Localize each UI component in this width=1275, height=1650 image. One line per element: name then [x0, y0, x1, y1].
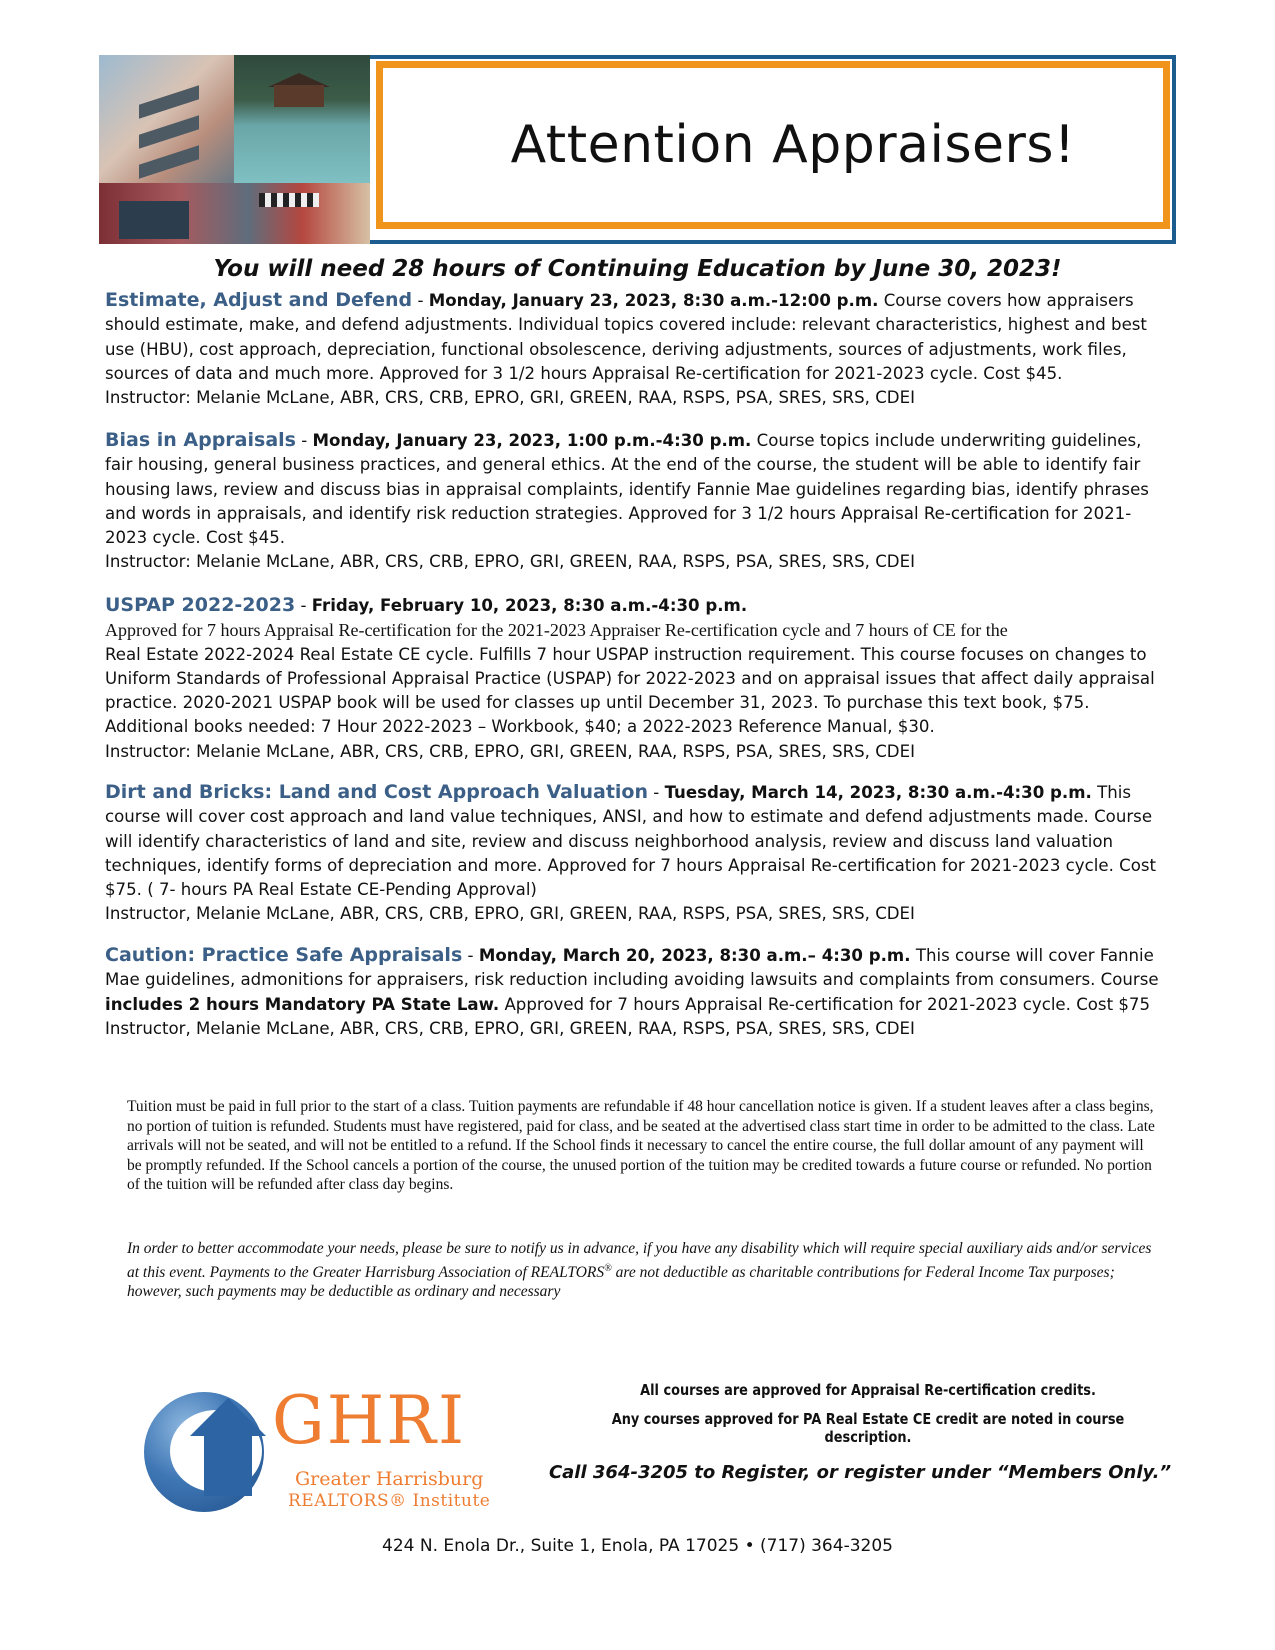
course-instructor: Instructor: Melanie McLane, ABR, CRS, CRB, EPRO, GRI, GREEN, RAA, RSPS, PSA, SRES, SRS, CDEI: [105, 741, 915, 761]
course-bias-in-appraisals: Bias in Appraisals - Monday, January 23, 2023, 1:00 p.m.-4:30 p.m. Course topics include underwriting guidelines, fair housing, general business practices, and general ethics. At the end of the course, the student will be able to identify fair housing laws, review and discuss bias in appraisal complaints, identify Fannie Mae guidelines regarding bias, identify phrases and words in appraisals, and identify risk reduction strategies. Approved for 3 1/2 hours Appraisal Re-certification for 2021-2023 cycle. Cost $45. Instructor: Melanie McLane, ABR, CRS, CRB, EPRO, GRI, GREEN, RAA, RSPS, PSA, SRES, SRS, CDEI: [105, 428, 1170, 575]
course-description: Course topics include underwriting guidelines, fair housing, general business practices, and general ethics. At the end of the course, the student will be able to identify fair housing laws, review and discuss bias in appraisal complaints, identify Fannie Mae guidelines regarding bias, identify phrases and words in appraisals, and identify risk reduction strategies. Approved for 3 1/2 hours Appraisal Re-certification for 2021-2023 cycle. Cost $45.: [105, 431, 1149, 548]
course-instructor: Instructor, Melanie McLane, ABR, CRS, CRB, EPRO, GRI, GREEN, RAA, RSPS, PSA, SRES, SRS, CDEI: [105, 1018, 915, 1038]
course-date: Tuesday, March 14, 2023, 8:30 a.m.-4:30 p.m.: [664, 783, 1092, 802]
course-uspap: USPAP 2022-2023 - Friday, February 10, 2023, 8:30 a.m.-4:30 p.m. Approved for 7 hours Appraisal Re-certification for the 2021-2023 Appraiser Re-certification cycle and 7 hours of CE for the Real Estate 2022-2024 Real Estate CE cycle. Fulfills 7 hour USPAP instruction requirement. This course focuses on changes to Uniform Standards of Professional Appraisal Practice (USPAP) for 2022-2023 and on appraisal issues that affect daily appraisal practice. 2020-2021 USPAP book will be used for classes up until December 31, 2023. To purchase this text book, $75. Additional books needed: 7 Hour 2022-2023 – Workbook, $40; a 2022-2023 Reference Manual, $30. Instructor: Melanie McLane, ABR, CRS, CRB, EPRO, GRI, GREEN, RAA, RSPS, PSA, SRES, SRS, CDEI: [105, 593, 1170, 764]
page-subtitle: You will need 28 hours of Continuing Education by June 30, 2023!: [213, 256, 1062, 282]
approval-note-2: Any courses approved for PA Real Estate CE credit are noted in course description.: [611, 1410, 1125, 1446]
title-box: [376, 61, 1170, 229]
tuition-policy: Tuition must be paid in full prior to the start of a class. Tuition payments are refundable if 48 hour cancellation notice is given. If a student leaves after a class begins, no portion of tuition is refunded. Students must have registered, paid for class, and be seated at the advertised class start time in order to be admitted to the class. Late arrivals will not be seated, and will not be entitled to a refund. If the School finds it necessary to cancel the entire course, the full dollar amount of any payment will be promptly refunded. If the School cancels a portion of the course, the unused portion of the tuition may be credited towards a future course or refunded. No portion of the tuition will be refunded after class day begins.: [127, 1098, 1155, 1194]
course-estimate-adjust-defend: Estimate, Adjust and Defend - Monday, January 23, 2023, 8:30 a.m.-12:00 p.m. Course covers how appraisers should estimate, make, and defend adjustments. Individual topics covered include: relevant characteristics, highest and best use (HBU), cost approach, depreciation, functional obsolescence, deriving adjustments, sources of adjustments, work files, sources of data and much more. Approved for 3 1/2 hours Appraisal Re-certification for 2021-2023 cycle. Cost $45. Instructor: Melanie McLane, ABR, CRS, CRB, EPRO, GRI, GREEN, RAA, RSPS, PSA, SRES, SRS, CDEI: [105, 288, 1170, 410]
course-caution-safe-appraisals: Caution: Practice Safe Appraisals - Monday, March 20, 2023, 8:30 a.m.– 4:30 p.m. This course will cover Fannie Mae guidelines, admonitions for appraisers, risk reduction including avoiding lawsuits and complaints from consumers. Course includes 2 hours Mandatory PA State Law. Approved for 7 hours Appraisal Re-certification for 2021-2023 cycle. Cost $75 Instructor, Melanie McLane, ABR, CRS, CRB, EPRO, GRI, GREEN, RAA, RSPS, PSA, SRES, SRS, CDEI: [105, 943, 1170, 1041]
course-description-cont: Approved for 7 hours Appraisal Re-certification for 2021-2023 cycle. Cost $75: [504, 994, 1151, 1014]
course-title: Dirt and Bricks: Land and Cost Approach Valuation: [105, 781, 649, 803]
ghri-logo: [140, 1382, 515, 1518]
course-title: USPAP 2022-2023: [105, 594, 296, 616]
course-description: Course covers how appraisers should estimate, make, and defend adjustments. Individual topics covered include: relevant characteristics, highest and best use (HBU), cost approach, depreciation, functional obsolescence, deriving adjustments, sources of adjustments, work files, sources of data and much more. Approved for 3 1/2 hours Appraisal Re-certification for 2021-2023 cycle. Cost $45.: [105, 291, 1147, 383]
building-photo: [99, 55, 234, 183]
course-title: Estimate, Adjust and Defend: [105, 289, 413, 311]
address: 424 N. Enola Dr., Suite 1, Enola, PA 17025 • (717) 364-3205: [382, 1536, 893, 1556]
course-description-serif: Approved for 7 hours Appraisal Re-certification for the 2021-2023 Appraiser Re-certification cycle and 7 hours of CE for the: [105, 620, 1008, 641]
course-title: Caution: Practice Safe Appraisals: [105, 944, 463, 966]
logo-line1: Greater Harrisburg: [295, 1468, 484, 1490]
course-description: This course will cover Fannie Mae guidelines, admonitions for appraisers, risk reduction including avoiding lawsuits and complaints from consumers. Course: [105, 946, 1159, 990]
header-photo-collage: [99, 55, 370, 244]
course-date: Monday, March 20, 2023, 8:30 a.m.– 4:30 p.m.: [478, 946, 911, 965]
course-description: Real Estate 2022-2024 Real Estate CE cycle. Fulfills 7 hour USPAP instruction requirement. This course focuses on changes to Uniform Standards of Professional Appraisal Practice (USPAP) for 2022-2023 and on appraisal issues that affect daily appraisal practice. 2020-2021 USPAP book will be used for classes up until December 31, 2023. To purchase this text book, $75. Additional books needed: 7 Hour 2022-2023 – Workbook, $40; a 2022-2023 Reference Manual, $30.: [105, 644, 1155, 737]
course-dirt-and-bricks: Dirt and Bricks: Land and Cost Approach Valuation - Tuesday, March 14, 2023, 8:30 a.m.-4:30 p.m. This course will cover cost approach and land value techniques, ANSI, and how to estimate and defend adjustments made. Course will identify characteristics of land and site, review and discuss neighborhood analysis, review and discuss land valuation techniques, identify forms of depreciation and more. Approved for 7 hours Appraisal Re-certification for 2021-2023 cycle. Cost $75. ( 7- hours PA Real Estate CE-Pending Approval) Instructor, Melanie McLane, ABR, CRS, CRB, EPRO, GRI, GREEN, RAA, RSPS, PSA, SRES, SRS, CDEI: [105, 780, 1170, 927]
course-instructor: Instructor: Melanie McLane, ABR, CRS, CRB, EPRO, GRI, GREEN, RAA, RSPS, PSA, SRES, SRS, CDEI: [105, 388, 915, 408]
page-title: Attention Appraisers!: [510, 115, 1076, 175]
logo-wordmark: GHRI: [272, 1382, 467, 1459]
course-description-bold: includes 2 hours Mandatory PA State Law.: [105, 994, 500, 1014]
logo-line2: REALTORS® Institute: [288, 1491, 491, 1511]
course-instructor: Instructor, Melanie McLane, ABR, CRS, CRB, EPRO, GRI, GREEN, RAA, RSPS, PSA, SRES, SRS, CDEI: [105, 904, 915, 924]
course-instructor: Instructor: Melanie McLane, ABR, CRS, CRB, EPRO, GRI, GREEN, RAA, RSPS, PSA, SRES, SRS, CDEI: [105, 552, 915, 572]
course-description: This course will cover cost approach and land value techniques, ANSI, and how to estimate and defend adjustments made. Course will identify characteristics of land and site, review and discuss neighborhood analysis, review and discuss land valuation techniques, identify forms of depreciation and more. Approved for 7 hours Appraisal Re-certification for 2021-2023 cycle. Cost $75. ( 7- hours PA Real Estate CE-Pending Approval): [105, 783, 1157, 900]
course-title: Bias in Appraisals: [105, 429, 296, 451]
lake-lodge-photo: [234, 55, 370, 183]
approval-note-1: All courses are approved for Appraisal Re-certification credits.: [640, 1381, 1096, 1399]
house-icon: [190, 1398, 266, 1436]
course-date: Friday, February 10, 2023, 8:30 a.m.-4:30 p.m.: [311, 596, 748, 615]
storefront-photo: [99, 183, 370, 244]
course-date: Monday, January 23, 2023, 1:00 p.m.-4:30 p.m.: [312, 431, 752, 450]
accommodation-notice: In order to better accommodate your needs, please be sure to notify us in advance, if you have any disability which will require special auxiliary aids and/or services at this event. Payments to the Greater Harrisburg Association of REALTORS® are not deductible as charitable contributions for Federal Income Tax purposes; however, such payments may be deductible as ordinary and necessary: [127, 1240, 1152, 1301]
course-date: Monday, January 23, 2023, 8:30 a.m.-12:00 p.m.: [428, 291, 879, 310]
register-call: Call 364-3205 to Register, or register under “Members Only.”: [548, 1462, 1172, 1483]
